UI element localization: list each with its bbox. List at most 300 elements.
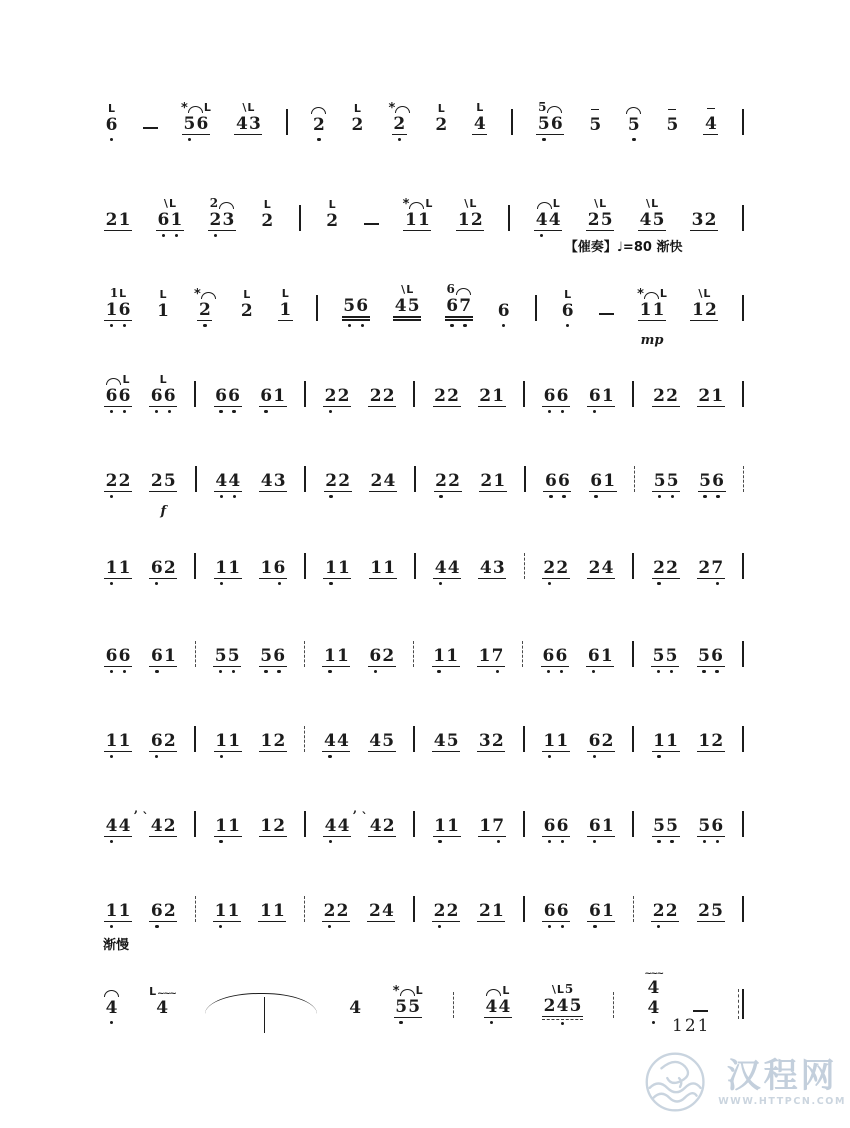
octave-dots (259, 752, 287, 761)
note (311, 97, 326, 144)
low-octave-dot (438, 840, 441, 843)
note (194, 282, 216, 330)
tempo-annotation: 【催奏】♩=80 渐快 (564, 240, 683, 255)
note (703, 96, 718, 144)
note-digit: 1 (105, 300, 118, 320)
note-digits (433, 386, 461, 407)
octave-dots (587, 579, 615, 588)
note (542, 713, 570, 761)
note-marks (464, 192, 476, 210)
note-digits (149, 816, 177, 837)
note (239, 283, 254, 330)
octave-dots (104, 321, 132, 330)
note (104, 453, 132, 501)
note-digit: 6 (557, 471, 570, 491)
trill-icon: * (388, 101, 396, 116)
octave-dots (652, 407, 680, 416)
note-digit: 6 (555, 646, 568, 666)
note-digit: 6 (542, 646, 555, 666)
note-digit: 2 (338, 471, 351, 491)
note-marks (594, 192, 606, 210)
note-digit: 1 (273, 386, 286, 406)
note-digit: 2 (312, 115, 325, 135)
note-digit: 2 (479, 901, 491, 921)
note-digit: 6 (118, 386, 131, 406)
note-digits (155, 998, 170, 1018)
tuo-fingering-icon: L (243, 288, 251, 301)
note-marks (537, 192, 560, 210)
octave-dots (541, 667, 569, 676)
octave-dots (104, 922, 132, 931)
note (690, 192, 718, 240)
octave-dots (587, 837, 615, 846)
note-digits (587, 731, 615, 752)
note-digits (214, 386, 242, 407)
system-row (104, 96, 744, 144)
note-marks (104, 980, 119, 998)
slur-arc-icon (456, 288, 471, 295)
octave-dots (644, 1018, 662, 1027)
note (542, 798, 570, 846)
note-digit: 2 (326, 211, 339, 231)
low-octave-dot (155, 755, 158, 758)
slide-up-icon: ’ (352, 809, 358, 824)
note (542, 368, 570, 416)
low-octave-dot (561, 925, 564, 928)
note (259, 453, 287, 501)
low-octave-dot (168, 410, 171, 413)
note-digit: 4 (447, 558, 460, 578)
note-digit: 2 (491, 731, 504, 751)
octave-dots (542, 579, 570, 588)
note (104, 192, 132, 240)
note-digits (690, 300, 718, 321)
note-digit: 1 (600, 646, 613, 666)
slur-arc-icon (547, 106, 562, 113)
low-octave-dot (490, 1021, 493, 1024)
note-digits (104, 115, 119, 135)
low-octave-dot (540, 234, 543, 237)
note (259, 540, 287, 588)
barline (523, 381, 525, 407)
barline (523, 896, 525, 922)
octave-dots (697, 837, 725, 846)
octave-dots (652, 579, 680, 588)
note-digits (197, 300, 212, 321)
note-digit: 6 (163, 386, 176, 406)
note (149, 980, 175, 1027)
tuo-fingering-icon: L (599, 197, 607, 210)
octave-dots (703, 135, 718, 144)
note (587, 713, 615, 761)
note-digit: 1 (602, 901, 614, 921)
note-digit: 6 (711, 816, 724, 836)
slur-arc-icon (106, 378, 121, 385)
octave-dots (149, 837, 177, 846)
note-digit: 2 (711, 731, 724, 751)
note-digit: 5 (666, 115, 679, 135)
note (560, 283, 575, 330)
duration-dash (693, 1010, 708, 1012)
note-digit: 3 (248, 114, 261, 134)
octave-dots (542, 837, 570, 846)
note-digits (587, 386, 615, 407)
note-marks (476, 96, 483, 114)
low-octave-dot (657, 582, 660, 585)
note-digit: 4 (535, 210, 548, 230)
low-octave-dot (155, 670, 158, 673)
note-digit: 6 (118, 646, 131, 666)
note-digit: 2 (666, 558, 678, 578)
low-octave-dot (110, 495, 113, 498)
note-digit: 4 (479, 558, 492, 578)
note-digit: 6 (588, 816, 601, 836)
note-digits (214, 731, 242, 752)
note-digits (325, 211, 340, 231)
octave-dots (587, 752, 615, 761)
octave-dots (472, 135, 487, 144)
note-digit: 5 (653, 816, 665, 836)
octave-dots (445, 321, 473, 330)
faint-barline (195, 641, 196, 667)
note-digit: 1 (215, 731, 228, 751)
note-digits (104, 558, 132, 579)
note-digit: 4 (260, 471, 273, 491)
barline (413, 381, 415, 407)
note-digits (542, 816, 570, 837)
note-digit: 1 (324, 558, 337, 578)
note-digit: 1 (105, 901, 118, 921)
note-digit: 1 (479, 816, 492, 836)
barline (304, 466, 306, 492)
note-digits (703, 114, 718, 135)
note-digit: 5 (214, 646, 227, 666)
low-octave-dot (548, 755, 551, 758)
note-digits (403, 210, 431, 231)
trill-icon: * (193, 287, 201, 302)
slur-arc-icon (644, 292, 659, 299)
octave-dots (348, 1018, 363, 1027)
note-digits (651, 646, 679, 667)
note (588, 97, 603, 144)
note (477, 883, 505, 931)
note-digit: 6 (556, 386, 569, 406)
note-digits (646, 978, 661, 998)
octave-dots (259, 837, 287, 846)
note-marks (707, 96, 715, 114)
note (541, 628, 569, 676)
note-digit: 1 (383, 558, 396, 578)
watermark-url: WWW.HTTPCN.COM (718, 1095, 846, 1107)
tuo-fingering-icon: L (328, 198, 336, 211)
note-digit: 2 (209, 210, 222, 230)
note-digit: 2 (479, 386, 492, 406)
tuo-fingering-icon: L (564, 288, 572, 301)
note-digit: 6 (150, 731, 163, 751)
note-digit: 2 (704, 210, 717, 230)
note-digits (392, 114, 407, 135)
note (542, 540, 570, 588)
low-octave-dot (155, 925, 158, 928)
note (536, 96, 564, 144)
note-digits (324, 471, 352, 492)
note-digit: 2 (382, 386, 395, 406)
note-digits (369, 471, 397, 492)
note-digits (478, 816, 506, 837)
note (697, 628, 725, 676)
note-digit: 4 (349, 998, 362, 1018)
note-digit: 1 (478, 646, 491, 666)
note (322, 628, 350, 676)
note-digit: 2 (273, 816, 286, 836)
barline (511, 109, 513, 135)
low-octave-dot (155, 582, 158, 585)
barline (194, 553, 196, 579)
faint-barline (453, 992, 454, 1018)
note-digit: 4 (235, 114, 248, 134)
note-digits (259, 558, 287, 579)
low-octave-dot (328, 670, 331, 673)
low-octave-dot (328, 755, 331, 758)
note-digit: 1 (405, 210, 417, 230)
note-digit: 2 (653, 386, 665, 406)
low-octave-dot (264, 670, 267, 673)
low-octave-dot (155, 410, 158, 413)
note (369, 540, 397, 588)
note-digits (323, 816, 351, 837)
octave-dots (479, 492, 507, 501)
note-digits (665, 115, 680, 135)
octave-dots (239, 321, 254, 330)
note-digit: 6 (260, 386, 273, 406)
note-digits (534, 210, 562, 231)
low-octave-dot (716, 495, 719, 498)
note-digit: 5 (408, 997, 421, 1017)
note-digit: 1 (170, 210, 183, 230)
note-digit: 1 (639, 300, 652, 320)
note-digit: 4 (601, 558, 614, 578)
note-digits (589, 471, 617, 492)
low-octave-dot (439, 582, 442, 585)
note-digits (104, 731, 132, 752)
note (361, 798, 396, 846)
note-digit: 1 (118, 901, 131, 921)
note-digit: 3 (492, 558, 505, 578)
octave-dots (323, 837, 351, 846)
note-digit: 6 (588, 386, 601, 406)
note-digit: 2 (653, 558, 665, 578)
note (652, 453, 680, 501)
octave-dots (542, 1019, 583, 1028)
note-digits (432, 901, 460, 922)
note-digit: 2 (118, 471, 131, 491)
low-octave-dot (361, 324, 364, 327)
octave-dots (496, 321, 511, 330)
note-digit: 2 (587, 210, 600, 230)
note-digit: 5 (652, 646, 665, 666)
note (388, 96, 410, 144)
note-digit: 6 (556, 901, 569, 921)
octave-dots (324, 492, 352, 501)
tuo-fingering-icon: L (406, 283, 414, 296)
low-octave-dot (277, 670, 280, 673)
slur-arc-icon (311, 107, 326, 114)
octave-dots (542, 922, 570, 931)
note-digit: 6 (561, 301, 574, 321)
note-digits (542, 558, 570, 579)
note (542, 883, 570, 931)
note-digit: 2 (150, 471, 163, 491)
note (589, 453, 617, 501)
octave-dots (367, 922, 395, 931)
octave-dots (484, 1018, 512, 1027)
note (479, 453, 507, 501)
barline (742, 109, 744, 135)
note-digit: 1 (279, 300, 292, 320)
low-octave-dot (549, 495, 552, 498)
slur-arc-icon (219, 202, 234, 209)
note-digit: 6 (446, 296, 459, 316)
octave-dots (156, 231, 184, 240)
note-digit: 1 (556, 731, 569, 751)
note-marks (668, 97, 676, 115)
octave-dots (542, 752, 570, 761)
tenuto-dash-icon (707, 108, 715, 109)
octave-dots (311, 135, 326, 144)
octave-dots (652, 492, 680, 501)
octave-dots (213, 922, 241, 931)
note-digit: 5 (227, 646, 240, 666)
octave-dots (432, 752, 460, 761)
note-digit: 6 (273, 558, 286, 578)
tuo-fingering-icon: L (159, 288, 167, 301)
note-marks (164, 192, 176, 210)
low-octave-dot (175, 234, 178, 237)
octave-dots (278, 321, 293, 330)
tuo-fingering-icon: L (437, 102, 445, 115)
low-octave-dot (542, 138, 545, 141)
note (393, 979, 423, 1027)
tenuto-dash-icon (668, 109, 676, 110)
barline (195, 466, 197, 492)
note-digits (311, 115, 326, 135)
octave-dots (697, 667, 725, 676)
note-digits (234, 114, 262, 135)
note-digit: 1 (260, 558, 273, 578)
note (432, 628, 460, 676)
chord-stack (644, 960, 662, 1027)
note-digit: 4 (548, 210, 561, 230)
low-octave-dot (702, 670, 705, 673)
note-digit: 4 (473, 114, 486, 134)
low-octave-dot (278, 582, 281, 585)
octave-dots (434, 135, 449, 144)
note-digits (432, 731, 460, 752)
note (587, 540, 615, 588)
faint-barline (743, 466, 744, 492)
octave-dots (589, 492, 617, 501)
octave-dots (368, 752, 396, 761)
barline (742, 641, 744, 667)
low-octave-dot (374, 670, 377, 673)
mo-fingering-icon: \ (464, 197, 469, 210)
note (259, 628, 287, 676)
note-digits (478, 558, 506, 579)
low-octave-dot (220, 495, 223, 498)
note-marks (181, 96, 211, 114)
tuo-fingering-icon: L (552, 197, 560, 210)
note-digits (588, 115, 603, 135)
page-number: 121 (672, 1016, 711, 1036)
faint-barline (304, 641, 305, 667)
note-digit: 4 (228, 471, 241, 491)
note-digits (323, 558, 351, 579)
low-octave-dot (594, 495, 597, 498)
note-digit: 4 (433, 731, 446, 751)
note (456, 192, 484, 240)
note-digit: 5 (666, 816, 678, 836)
note-marks (210, 192, 234, 210)
octave-dots (477, 752, 505, 761)
slur-arc-icon (188, 106, 203, 113)
note (104, 798, 138, 846)
low-octave-dot (671, 495, 674, 498)
note-digit: 6 (105, 386, 118, 406)
octave-dots (697, 922, 725, 931)
dynamic-marking: f (160, 504, 167, 519)
octave-dots (697, 752, 725, 761)
note-digit: 1 (492, 901, 504, 921)
octave-dots (368, 837, 396, 846)
note-digit: 1 (163, 646, 176, 666)
note-digit: 4 (639, 210, 652, 230)
note-digit: 1 (711, 386, 724, 406)
octave-dots (403, 231, 433, 240)
note (472, 96, 487, 144)
tuo-fingering-icon: L (651, 197, 659, 210)
note-digit: 5 (666, 471, 679, 491)
note-digit: 4 (704, 114, 717, 134)
note (484, 979, 512, 1027)
note-digit: 6 (587, 646, 600, 666)
note-digit: 4 (556, 996, 569, 1016)
note-digit: 5 (699, 471, 711, 491)
note (403, 192, 433, 240)
note (433, 368, 461, 416)
note-digits (652, 558, 680, 579)
note (587, 368, 615, 416)
note-digits (697, 816, 725, 837)
note (149, 713, 177, 761)
note (368, 713, 396, 761)
low-octave-dot (561, 410, 564, 413)
octave-dots (259, 407, 287, 416)
low-octave-dot (220, 582, 223, 585)
note (652, 540, 680, 588)
barline (299, 205, 301, 231)
octave-dots (477, 667, 505, 676)
low-octave-dot (439, 495, 442, 498)
barline (508, 205, 510, 231)
note-digit: 2 (480, 471, 493, 491)
low-octave-dot (162, 234, 165, 237)
barline (632, 381, 634, 407)
slur-arc-icon (626, 107, 641, 114)
octave-dots (259, 579, 287, 588)
note (665, 97, 680, 144)
low-octave-dot (438, 925, 441, 928)
note-digits (646, 998, 661, 1018)
